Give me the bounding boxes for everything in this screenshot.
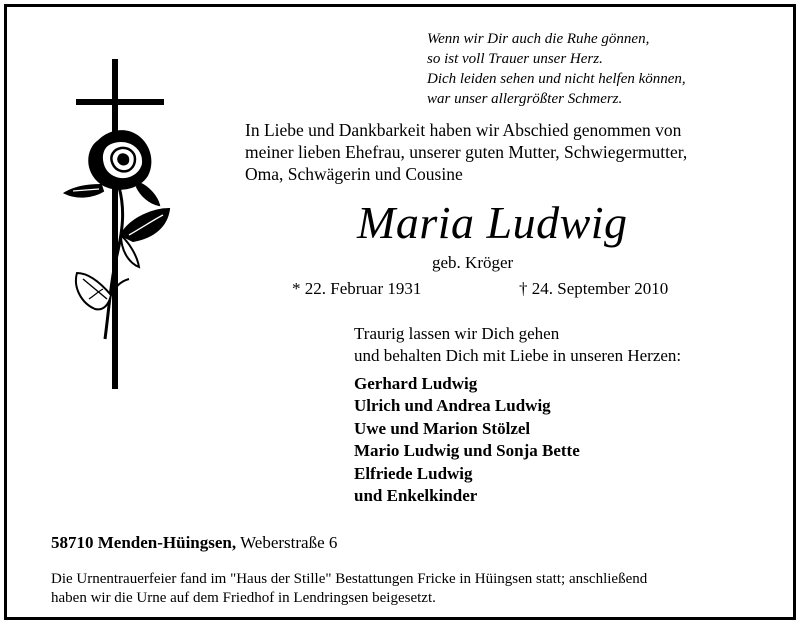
poem-line: so ist voll Trauer unser Herz. <box>427 51 603 67</box>
mourner-item: Ulrich und Andrea Ludwig <box>354 396 551 416</box>
cross-with-rose-icon <box>59 59 189 399</box>
notice-line: haben wir die Urne auf dem Friedhof in Lendringsen beigesetzt. <box>51 589 436 606</box>
notice-line: Die Urnentrauerfeier fand im "Haus der Stille" Bestattungen Fricke in Hüingsen statt; anschließend <box>51 571 648 587</box>
poem-line: war unser allergrößter Schmerz. <box>427 91 623 107</box>
funeral-notice <box>51 570 771 607</box>
deceased-name: Maria Ludwig <box>357 197 628 248</box>
intro-line: In Liebe und Dankbarkeit haben wir Abschied genommen von <box>245 120 682 140</box>
closing-line: Traurig lassen wir Dich gehen <box>354 324 560 343</box>
intro-line: Oma, Schwägerin und Cousine <box>245 164 463 184</box>
mourner-item: Gerhard Ludwig <box>354 374 478 393</box>
closing-text <box>354 323 681 367</box>
address-city: 58710 Menden-Hüingsen, <box>51 533 237 552</box>
intro-text <box>245 119 725 185</box>
address <box>51 533 337 553</box>
poem <box>427 29 767 109</box>
birth-date: * 22. Februar 1931 <box>292 279 422 298</box>
maiden-name: geb. Kröger <box>432 253 514 272</box>
mourner-item: und Enkelkinder <box>354 486 478 506</box>
mourner-item: Mario Ludwig und Sonja Bette <box>354 441 580 461</box>
intro-line: meiner lieben Ehefrau, unserer guten Mutter, Schwiegermutter, <box>245 142 688 162</box>
mourner-item: Elfriede Ludwig <box>354 463 473 483</box>
address-street: Weberstraße 6 <box>240 533 338 552</box>
closing-line: und behalten Dich mit Liebe in unseren Herzen: <box>354 346 682 365</box>
mourner-item: Uwe und Marion Stölzel <box>354 418 531 438</box>
mourners-list <box>354 373 580 507</box>
obituary-frame <box>4 4 796 620</box>
death-date: † 24. September 2010 <box>519 279 669 298</box>
poem-line: Wenn wir Dir auch die Ruhe gönnen, <box>427 31 650 47</box>
poem-line: Dich leiden sehen und nicht helfen können, <box>427 71 686 87</box>
